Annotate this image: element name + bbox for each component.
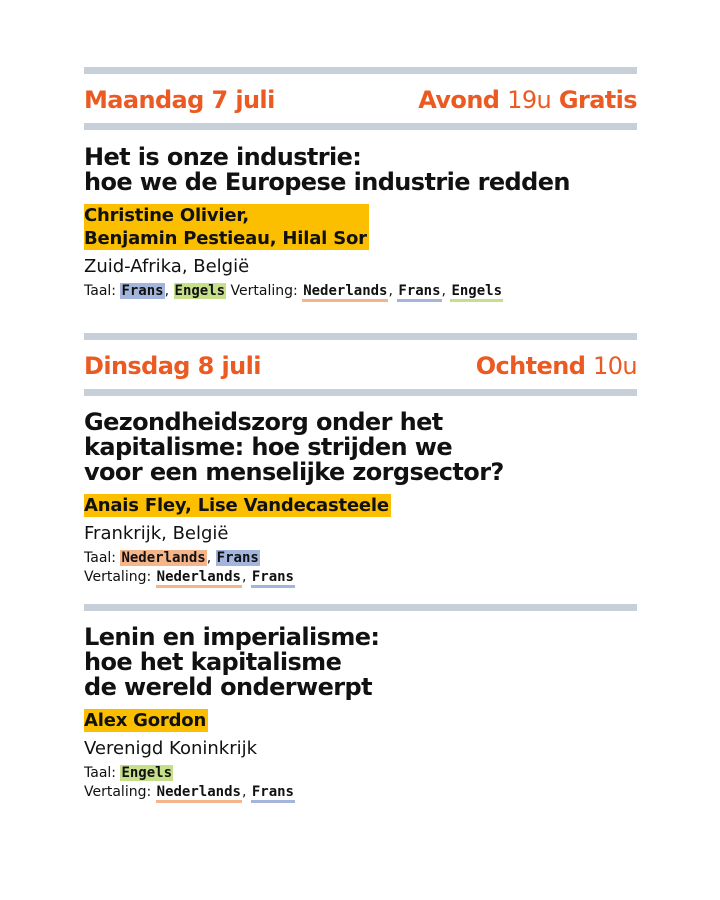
lang-engels: Engels bbox=[121, 765, 173, 781]
session-countries: Zuid-Afrika, België bbox=[84, 256, 250, 277]
session-card bbox=[84, 625, 644, 802]
divider-rule bbox=[84, 123, 637, 130]
divider-rule bbox=[84, 333, 637, 340]
day-header bbox=[84, 82, 637, 118]
session-countries: Verenigd Koninkrijk bbox=[84, 738, 258, 759]
vertaling-label: Vertaling: bbox=[84, 569, 152, 585]
session-card bbox=[84, 145, 644, 301]
session-translations bbox=[84, 568, 644, 587]
lang-separator: , bbox=[164, 283, 170, 299]
taal-label: Taal: bbox=[84, 550, 116, 566]
translation-frans: Frans bbox=[251, 784, 295, 803]
day-time-info bbox=[418, 86, 637, 114]
lang-separator: , bbox=[206, 550, 212, 566]
session-speakers: Alex Gordon bbox=[84, 710, 207, 731]
lang-frans: Frans bbox=[121, 283, 164, 299]
vertaling-label: Vertaling: bbox=[84, 784, 152, 800]
divider-rule bbox=[84, 604, 637, 611]
translation-nederlands: Nederlands bbox=[156, 784, 242, 803]
vertaling-label: Vertaling: bbox=[230, 283, 298, 299]
session-languages bbox=[84, 764, 644, 783]
lang-separator: , bbox=[241, 784, 247, 800]
taal-label: Taal: bbox=[84, 765, 116, 781]
session-title: Lenin en imperialisme: hoe het kapitalisme de wereld onderwerpt bbox=[84, 623, 380, 701]
divider-rule bbox=[84, 67, 637, 74]
translation-frans: Frans bbox=[251, 569, 295, 588]
day-time: 19u bbox=[507, 86, 552, 114]
lang-separator: , bbox=[388, 283, 393, 299]
day-price: Gratis bbox=[558, 86, 637, 114]
lang-nederlands: Nederlands bbox=[121, 550, 206, 566]
taal-label: Taal: bbox=[84, 283, 116, 299]
translation-frans: Frans bbox=[397, 283, 441, 302]
session-speakers: Christine Olivier, Benjamin Pestieau, Hilal Sor bbox=[84, 205, 367, 249]
session-speakers: Anais Fley, Lise Vandecasteele bbox=[84, 495, 389, 516]
translation-nederlands: Nederlands bbox=[302, 283, 388, 302]
session-title: Gezondheidszorg onder het kapitalisme: hoe strijden we voor een menselijke zorgsector? bbox=[84, 408, 504, 486]
day-time: 10u bbox=[593, 352, 637, 380]
translation-nederlands: Nederlands bbox=[156, 569, 242, 588]
session-title: Het is onze industrie: hoe we de Europese industrie redden bbox=[84, 143, 570, 196]
day-period: Ochtend bbox=[475, 352, 586, 380]
lang-separator: , bbox=[241, 569, 247, 585]
session-card bbox=[84, 410, 644, 587]
lang-engels: Engels bbox=[174, 283, 226, 299]
day-date: Maandag 7 juli bbox=[84, 86, 275, 114]
day-period: Avond bbox=[418, 86, 500, 114]
lang-separator: , bbox=[441, 283, 446, 299]
day-date: Dinsdag 8 juli bbox=[84, 352, 261, 380]
session-languages bbox=[84, 549, 644, 568]
session-translations bbox=[84, 783, 644, 802]
session-countries: Frankrijk, België bbox=[84, 523, 229, 544]
translation-engels: Engels bbox=[450, 283, 503, 302]
lang-frans: Frans bbox=[216, 550, 259, 566]
day-time-info bbox=[476, 352, 637, 380]
day-header bbox=[84, 348, 637, 384]
session-languages bbox=[84, 282, 644, 301]
divider-rule bbox=[84, 389, 637, 396]
